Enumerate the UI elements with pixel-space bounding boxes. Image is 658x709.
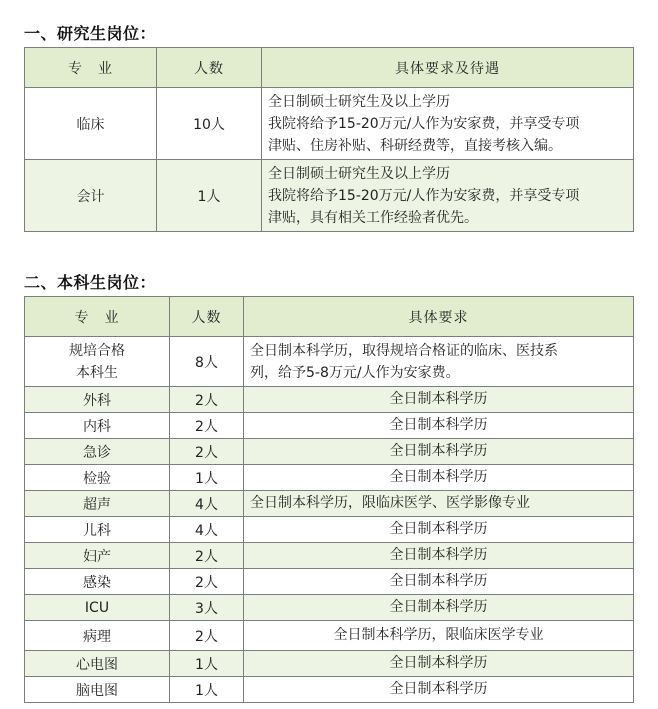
table-row — [25, 439, 634, 465]
count-cell: 3人 — [170, 595, 244, 621]
req-line: 列，给予5-8万元/人作为安家费。 — [250, 364, 460, 381]
req-line: 全日制硕士研究生及以上学历 — [268, 165, 450, 182]
requirements-cell: 全日制本科学历 — [244, 651, 634, 677]
major-cell: 心电图 — [25, 651, 170, 677]
major-cell: ICU — [25, 595, 170, 621]
requirements-cell: 全日制本科学历 — [244, 517, 634, 543]
count-cell: 1人 — [157, 160, 262, 232]
table-row — [25, 465, 634, 491]
table-row — [25, 621, 634, 651]
major-line: 本科生 — [76, 364, 118, 381]
section2-title: 二、本科生岗位： — [24, 273, 157, 292]
table-row — [25, 569, 634, 595]
count-cell: 2人 — [170, 439, 244, 465]
major-cell: 临床 — [25, 88, 157, 160]
count-cell: 4人 — [170, 491, 244, 517]
table-row — [25, 160, 634, 232]
table-header-row — [25, 297, 634, 337]
count-cell: 2人 — [170, 621, 244, 651]
table-row — [25, 651, 634, 677]
count-cell: 8人 — [170, 337, 244, 387]
header-major: 专 业 — [25, 297, 170, 337]
major-cell: 超声 — [25, 491, 170, 517]
requirements-cell: 全日制本科学历，限临床医学专业 — [244, 621, 634, 651]
count-cell: 2人 — [170, 543, 244, 569]
header-requirements: 具体要求 — [244, 297, 634, 337]
postgraduate-table — [24, 47, 634, 232]
req-line: 我院将给予15-20万元/人作为安家费，并享受专项 — [268, 187, 580, 204]
requirements-cell: 全日制本科学历 — [244, 569, 634, 595]
table-row — [25, 387, 634, 413]
table-row — [25, 517, 634, 543]
count-cell: 2人 — [170, 413, 244, 439]
count-cell: 1人 — [170, 651, 244, 677]
requirements-cell: 全日制本科学历 — [244, 677, 634, 703]
major-cell: 检验 — [25, 465, 170, 491]
requirements-cell: 全日制本科学历 — [244, 543, 634, 569]
count-cell: 1人 — [170, 465, 244, 491]
major-cell: 外科 — [25, 387, 170, 413]
major-cell: 感染 — [25, 569, 170, 595]
major-cell: 儿科 — [25, 517, 170, 543]
major-cell — [25, 337, 170, 387]
req-line: 全日制本科学历，取得规培合格证的临床、医技系 — [250, 342, 558, 359]
requirements-cell — [262, 88, 634, 160]
major-cell: 内科 — [25, 413, 170, 439]
requirements-cell — [244, 337, 634, 387]
requirements-cell — [262, 160, 634, 232]
count-cell: 4人 — [170, 517, 244, 543]
undergraduate-table — [24, 296, 634, 703]
table-row — [25, 677, 634, 703]
major-cell: 急诊 — [25, 439, 170, 465]
table-row — [25, 88, 634, 160]
requirements-cell: 全日制本科学历 — [244, 465, 634, 491]
count-cell: 2人 — [170, 569, 244, 595]
requirements-cell: 全日制本科学历 — [244, 387, 634, 413]
table-row — [25, 337, 634, 387]
requirements-cell: 全日制本科学历 — [244, 595, 634, 621]
req-line: 津贴，具有相关工作经验者优先。 — [268, 209, 478, 226]
major-cell: 妇产 — [25, 543, 170, 569]
header-major: 专 业 — [25, 48, 157, 88]
count-cell: 2人 — [170, 387, 244, 413]
requirements-cell: 全日制本科学历 — [244, 439, 634, 465]
section1-title: 一、研究生岗位： — [24, 24, 157, 43]
header-requirements: 具体要求及待遇 — [262, 48, 634, 88]
header-count: 人数 — [170, 297, 244, 337]
req-line: 津贴、住房补贴、科研经费等，直接考核入编。 — [268, 137, 562, 154]
table-row — [25, 543, 634, 569]
header-count: 人数 — [157, 48, 262, 88]
major-cell: 病理 — [25, 621, 170, 651]
requirements-cell: 全日制本科学历 — [244, 413, 634, 439]
major-cell: 会计 — [25, 160, 157, 232]
count-cell: 10人 — [157, 88, 262, 160]
table-row — [25, 491, 634, 517]
table-header-row — [25, 48, 634, 88]
req-line: 我院将给予15-20万元/人作为安家费，并享受专项 — [268, 115, 580, 132]
major-line: 规培合格 — [69, 342, 125, 359]
table-row — [25, 413, 634, 439]
table-row — [25, 595, 634, 621]
requirements-cell: 全日制本科学历，限临床医学、医学影像专业 — [244, 491, 634, 517]
major-cell: 脑电图 — [25, 677, 170, 703]
req-line: 全日制硕士研究生及以上学历 — [268, 93, 450, 110]
count-cell: 1人 — [170, 677, 244, 703]
